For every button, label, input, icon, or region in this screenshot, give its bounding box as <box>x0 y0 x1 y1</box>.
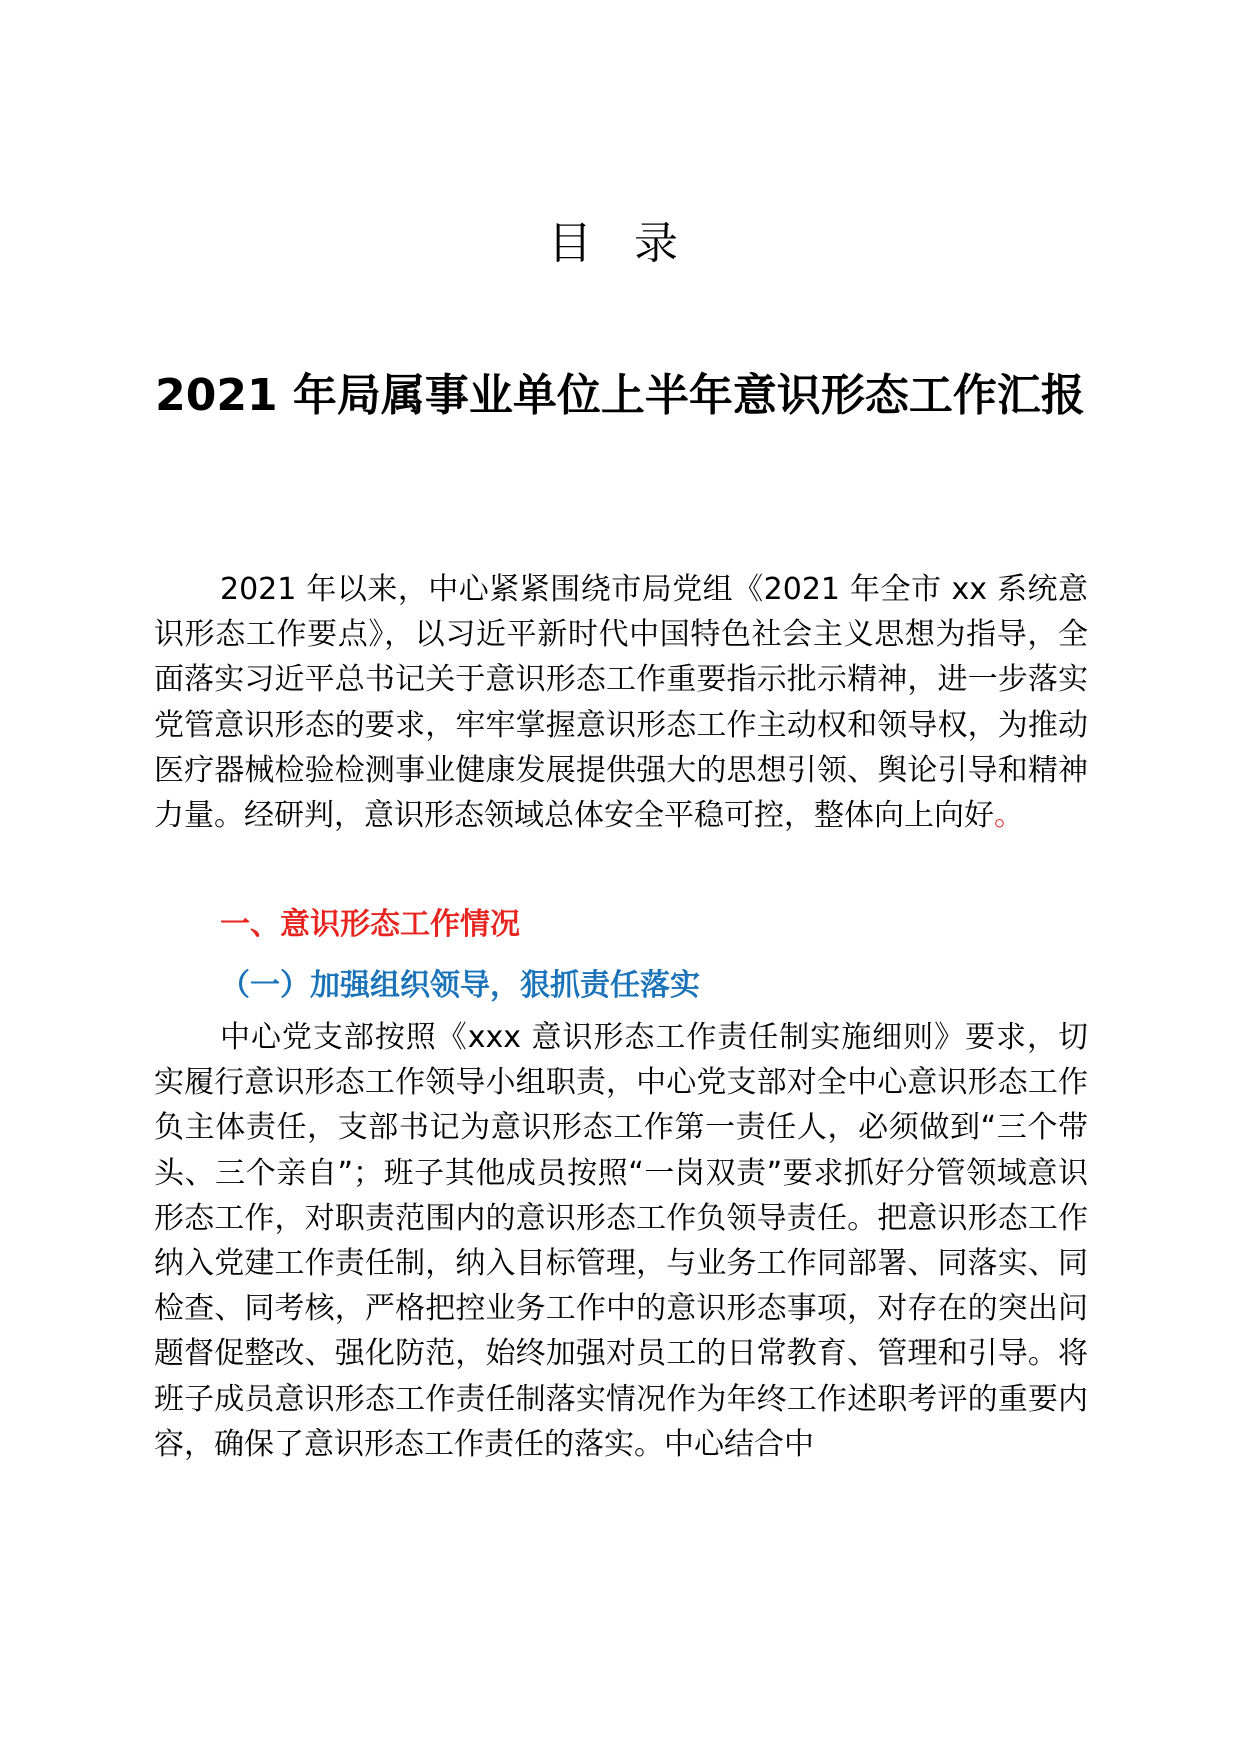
intro-paragraph-text: 2021 年以来，中心紧紧围绕市局党组《2021 年全市 xx 系统意识形态工作要点》，以习近平新时代中国特色社会主义思想为指导，全面落实习近平总书记关于意识形态工作重要指示批示精神，进一步落实党管意识形态的要求，牢牢掌握意识形态工作主动权和领导权，为推动医疗器械检验检测事业健康发展提供强大的思想引领、舆论引导和精神力量。经研判，意识形态领域总体安全平稳可控，整体向上向好 <box>154 572 1088 834</box>
toc-title: 目 录 <box>548 218 692 269</box>
intro-paragraph-end-mark: 。 <box>994 798 1024 834</box>
subsection-heading: （一）加强组织领导，狠抓责任落实 <box>220 968 700 1003</box>
intro-paragraph <box>154 567 1088 838</box>
section-heading: 一、意识形态工作情况 <box>220 907 520 942</box>
document-title: 2021 年局属事业单位上半年意识形态工作汇报 <box>155 370 1085 421</box>
body-paragraph: 中心党支部按照《xxx 意识形态工作责任制实施细则》要求，切实履行意识形态工作领导小组职责，中心党支部对全中心意识形态工作负主体责任，支部书记为意识形态工作第一责任人，必须做到“三个带头、三个亲自”；班子其他成员按照“一岗双责”要求抓好分管领域意识形态工作，对职责范围内的意识形态工作负领导责任。把意识形态工作纳入党建工作责任制，纳入目标管理，与业务工作同部署、同落实、同检查、同考核，严格把控业务工作中的意识形态事项，对存在的突出问题督促整改、强化防范，始终加强对员工的日常教育、管理和引导。将班子成员意识形态工作责任制落实情况作为年终工作述职考评的重要内容，确保了意识形态工作责任的落实。中心结合中 <box>154 1020 1088 1462</box>
